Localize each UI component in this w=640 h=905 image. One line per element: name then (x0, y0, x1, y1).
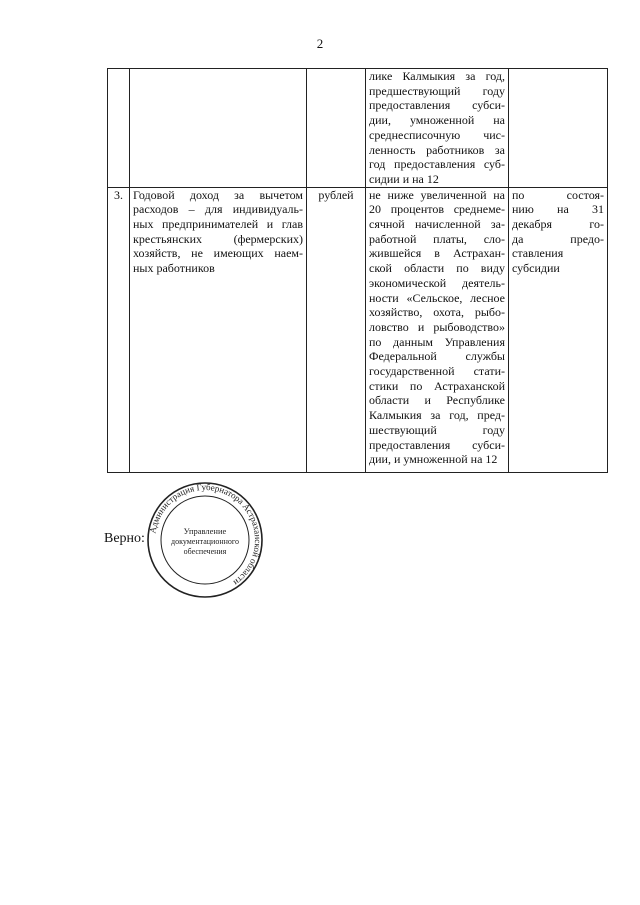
text-line: декабря го- (512, 217, 604, 232)
value-cell (366, 69, 509, 188)
text-line: по данным Управления (369, 334, 505, 349)
official-stamp (145, 480, 265, 600)
stamp-center-line: документационного (171, 537, 239, 546)
verno-label: Верно: (104, 531, 145, 546)
unit-cell: рублей (307, 187, 366, 472)
text-line: по состоя- (512, 187, 604, 202)
text-line: предшествующий году (369, 83, 505, 98)
text-line: нию на 31 (512, 202, 604, 217)
unit-cell (307, 69, 366, 188)
text-line: хозяйств, не имеющих наем- (133, 246, 303, 261)
stamp-ring-text: Администрация Губернатора Астраханской области (147, 481, 264, 588)
text-line: ской области по виду (369, 261, 505, 276)
text-line: работной платы, сло- (369, 231, 505, 246)
text-line: среднесписочную чис- (369, 127, 505, 142)
text-line: ставления (512, 246, 564, 261)
text-line: крестьянских (фермерских) (133, 231, 303, 246)
criteria-table (107, 68, 608, 473)
text-line: Федеральной службы (369, 349, 505, 364)
text-line: предоставления субси- (369, 437, 505, 452)
text-line: Калмыкия за год, пред- (369, 408, 505, 423)
date-cell (509, 69, 608, 188)
row-number-cell: 3. (108, 187, 130, 472)
text-line: не ниже увеличенной на (369, 187, 505, 202)
criterion-name-cell (130, 187, 307, 472)
stamp-center-line: Управление (183, 526, 227, 536)
text-line: 20 процентов среднеме- (369, 202, 505, 217)
page-number: 2 (316, 36, 324, 51)
text-line: год предоставления суб- (369, 157, 505, 172)
text-line: сячной начисленной за- (369, 217, 505, 232)
text-line: ности «Сельское, лесное (369, 290, 505, 305)
text-line: государственной стати- (369, 364, 505, 379)
text-line: дии, и умноженной на 12 (369, 452, 498, 467)
text-line: шествующий году (369, 422, 505, 437)
text-line: жившейся в Астрахан- (369, 246, 505, 261)
text-line: предоставления субси- (369, 98, 505, 113)
text-line: лике Калмыкия за год, (369, 69, 505, 83)
text-line: дии, умноженной на (369, 113, 505, 128)
text-line: ных предпринимателей и глав (133, 217, 303, 232)
table-row (108, 187, 608, 472)
date-cell (509, 187, 608, 472)
stamp-center-line: обеспечения (183, 547, 227, 556)
text-line: экономической деятель- (369, 275, 505, 290)
criterion-name-cell (130, 69, 307, 188)
text-line: субсидии (512, 261, 560, 276)
text-line: стики по Астраханской (369, 378, 505, 393)
text-line: ных работников (133, 261, 215, 276)
text-line: расходов – для индивидуаль- (133, 202, 303, 217)
text-line: ловство и рыбоводство» (369, 319, 505, 334)
value-cell (366, 187, 509, 472)
text-line: ленность работников за (369, 142, 505, 157)
text-line: хозяйство, охота, рыбо- (369, 305, 505, 320)
text-line: сидии и на 12 (369, 171, 439, 186)
text-line: области и Республике (369, 393, 505, 408)
row-number-cell (108, 69, 130, 188)
table-row (108, 69, 608, 188)
text-line: Годовой доход за вычетом (133, 187, 303, 202)
text-line: да предо- (512, 231, 604, 246)
